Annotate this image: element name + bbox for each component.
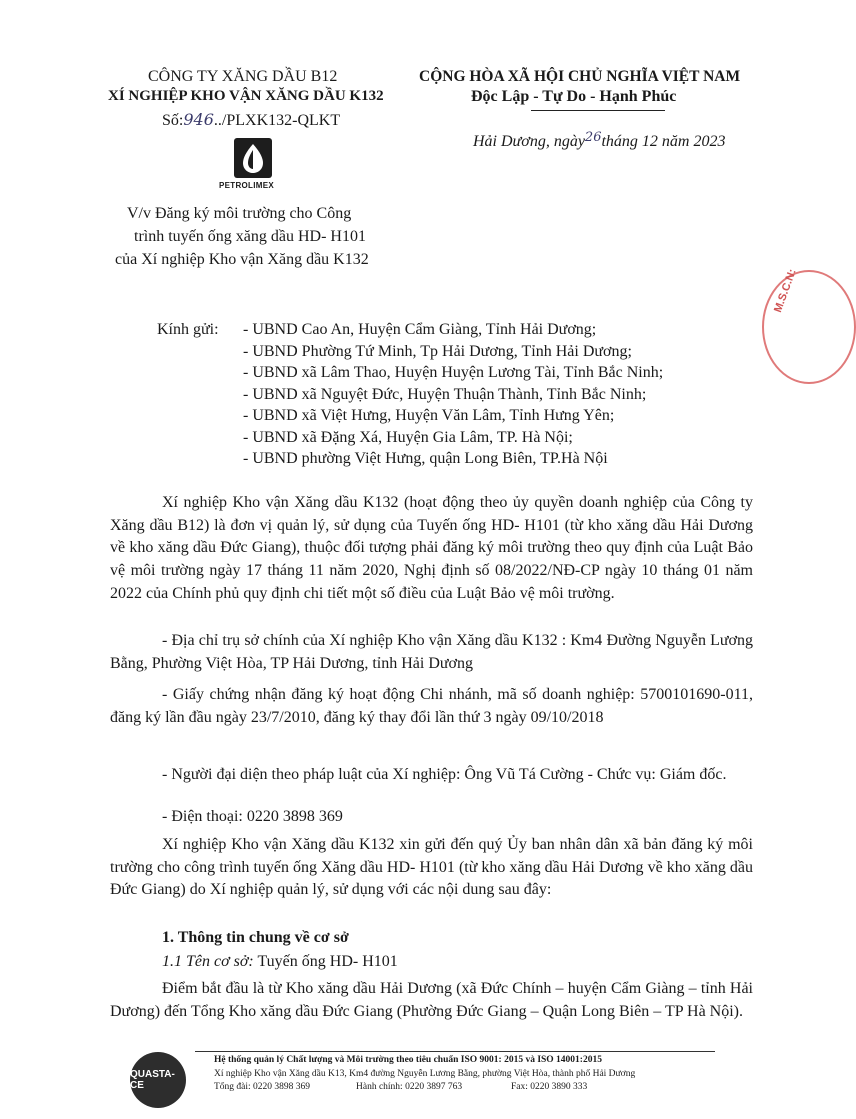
footer-address-line: Xí nghiệp Kho vận Xăng dầu K13, Km4 đường Nguyễn Lương Bằng, phường Việt Hòa, thành phố Hải Dương (214, 1069, 636, 1079)
number-handwritten: 946 (183, 110, 214, 129)
section-heading: 1. Thông tin chung về cơ sở (162, 929, 349, 946)
recipient-item: - UBND Phường Tứ Minh, Tp Hải Dương, Tỉnh Hải Dương; (243, 343, 632, 360)
date-line (473, 130, 726, 151)
national-motto: Độc Lập - Tự Do - Hạnh Phúc (471, 88, 677, 105)
recipient-item: - UBND xã Nguyệt Đức, Huyện Thuận Thành, Tỉnh Bắc Ninh; (243, 386, 647, 403)
petrolimex-drop-icon (234, 138, 272, 178)
company-name: CÔNG TY XĂNG DẦU B12 (148, 68, 338, 85)
footer-iso-line: Hệ thống quản lý Chất lượng và Môi trường theo tiêu chuẩn ISO 9001: 2015 và ISO 14001:2015 (214, 1055, 602, 1065)
logo-caption: PETROLIMEX (219, 181, 275, 190)
recipient-item: - UBND xã Lâm Thao, Huyện Huyện Lương Tài, Tỉnh Bắc Ninh; (243, 364, 664, 381)
recipient-item: - UBND xã Việt Hưng, Huyện Văn Lâm, Tỉnh Hưng Yên; (243, 407, 615, 424)
stamp-text: M.S.C.N: (772, 267, 799, 315)
recipients-label: Kính gửi: (157, 321, 219, 338)
body-paragraph-address: - Địa chỉ trụ sở chính của Xí nghiệp Kho vận Xăng dầu K132 : Km4 Đường Nguyễn Lương Bằng, Phường Việt Hòa, TP Hải Dương, tỉnh Hải Dương (110, 632, 753, 672)
recipient-item: - UBND xã Đặng Xá, Huyện Gia Lâm, TP. Hà Nội; (243, 429, 573, 446)
red-stamp (762, 270, 856, 384)
date-prefix: Hải Dương, ngày (473, 133, 585, 150)
subject-line-3: của Xí nghiệp Kho vận Xăng dầu K132 (115, 251, 369, 268)
body-paragraph-route: Điểm bắt đầu là từ Kho xăng dầu Hải Dương (xã Đức Chính – huyện Cẩm Giàng – tỉnh Hải Dương) đến Tổng Kho xăng dầu Đức Giang (Phường Đức Giang – Quận Long Biên – TP Hà Nội). (110, 980, 753, 1020)
subject-line-1: V/v Đăng ký môi trường cho Công (127, 205, 352, 222)
number-suffix: ../PLXK132-QLKT (213, 112, 341, 129)
recipient-item: - UBND phường Việt Hưng, quận Long Biên, TP.Hà Nội (243, 450, 608, 467)
subsection-label: 1.1 Tên cơ sở: (162, 953, 254, 970)
body-paragraph-intro: Xí nghiệp Kho vận Xăng dầu K132 (hoạt động theo ủy quyền doanh nghiệp của Công ty Xăng dầu B12) là đơn vị quản lý, sử dụng của Tuyến ống HD- H101 (từ kho xăng dầu Hải Dương về kho xăng dầu Đức Giang), thuộc đối tượng phải đăng ký môi trường theo quy định của Luật Bảo vệ môi trường ngày 17 tháng 11 năm 2020, Nghị định số 08/2022/NĐ-CP ngày 10 tháng 01 năm 2022 của Chính phủ quy định chi tiết một số điều của Luật Bảo vệ môi trường. (110, 494, 753, 602)
date-day-handwritten: 26 (584, 130, 602, 145)
recipient-item: - UBND Cao An, Huyện Cẩm Giàng, Tỉnh Hải Dương; (243, 321, 597, 338)
document-number (162, 110, 340, 130)
subject-line-2: trình tuyến ống xăng dầu HD- H101 (134, 228, 366, 245)
footer-admin-phone: Hành chính: 0220 3897 763 (356, 1082, 463, 1092)
body-paragraph-phone: - Điện thoại: 0220 3898 369 (162, 808, 343, 825)
enterprise-name: XÍ NGHIỆP KHO VẬN XĂNG DẦU K132 (108, 88, 384, 104)
body-paragraph-request: Xí nghiệp Kho vận Xăng dầu K132 xin gửi đến quý Ủy ban nhân dân xã bản đăng ký môi trường cho công trình tuyến ống Xăng dầu HD- H101 (từ kho xăng dầu Hải Dương về kho xăng dầu Đức Giang) do Xí nghiệp quản lý, sử dụng với các nội dung sau đây: (110, 836, 753, 899)
date-suffix: tháng 12 năm 2023 (601, 133, 726, 150)
number-prefix: Số: (162, 112, 184, 129)
footer-switchboard: Tổng đài: 0220 3898 369 (214, 1082, 311, 1092)
petrolimex-logo (234, 138, 272, 178)
footer-divider (195, 1051, 715, 1052)
country-name: CỘNG HÒA XÃ HỘI CHỦ NGHĨA VIỆT NAM (419, 68, 741, 85)
body-paragraph-license: - Giấy chứng nhận đăng ký hoạt động Chi nhánh, mã số doanh nghiệp: 5700101690-011, đăng ký lần đầu ngày 23/7/2010, đăng ký thay đổi lần thứ 3 ngày 09/10/2018 (110, 686, 753, 726)
motto-underline (531, 110, 665, 111)
footer-fax: Fax: 0220 3890 333 (511, 1082, 588, 1092)
quasta-logo: QUASTA-CE (130, 1052, 186, 1108)
body-paragraph-representative: - Người đại diện theo pháp luật của Xí nghiệp: Ông Vũ Tá Cường - Chức vụ: Giám đốc. (162, 766, 727, 783)
subsection-name (162, 953, 398, 971)
subsection-value: Tuyến ống HD- H101 (253, 953, 398, 970)
